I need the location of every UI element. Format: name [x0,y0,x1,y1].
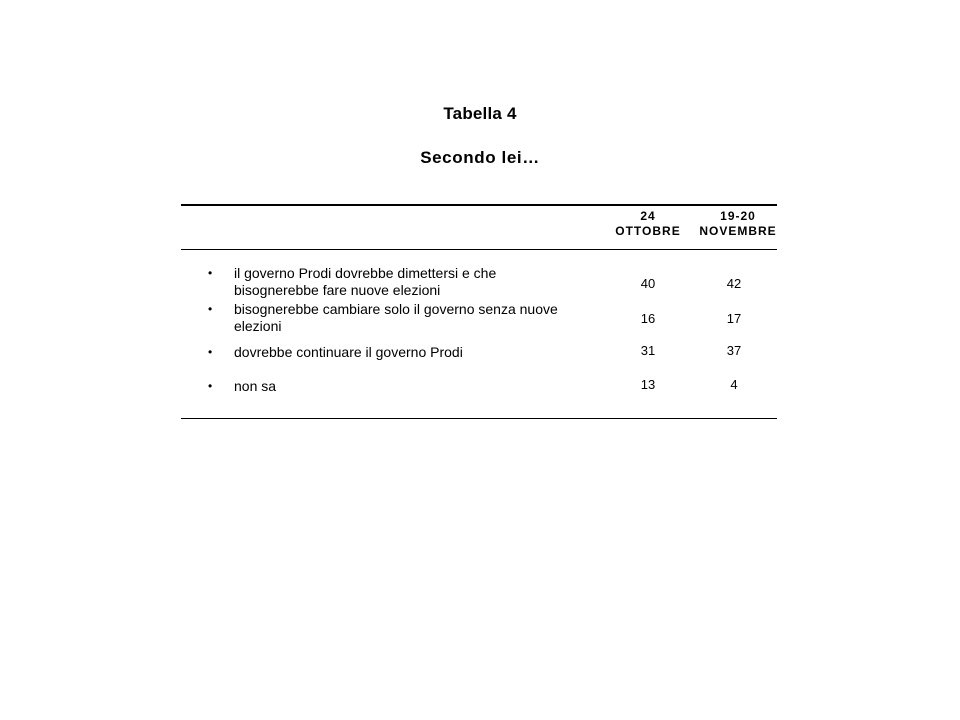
value-novembre: 17 [726,311,742,326]
value-novembre: 42 [726,276,742,291]
row-label-line: il governo Prodi dovrebbe dimettersi e che [234,265,497,281]
table-bottom-rule [181,418,777,419]
row-label-line: dovrebbe continuare il governo Prodi [234,344,463,360]
table-title: Tabella 4 [443,104,517,123]
bullet-icon: • [208,345,213,359]
table-subtitle: Secondo lei… [420,148,540,167]
row-label [234,378,594,395]
table-top-rule [181,204,777,206]
bullet-icon: • [208,379,213,393]
column-header-ottobre [598,209,698,239]
column-header-date: 24 [640,209,656,223]
row-label-line: elezioni [234,318,282,334]
value-novembre: 4 [730,377,738,392]
row-label-line: non sa [234,378,277,394]
bullet-icon: • [208,266,213,280]
value-ottobre: 13 [640,377,656,392]
bullet-icon: • [208,302,213,316]
column-header-novembre [688,209,788,239]
row-label-line: bisognerebbe cambiare solo il governo senza nuove [234,301,558,317]
header-rule [181,249,777,250]
value-ottobre: 31 [640,343,656,358]
column-header-date: 19-20 [720,209,756,223]
row-label [234,301,594,335]
row-label [234,344,594,361]
row-label [234,265,594,299]
value-novembre: 37 [726,343,742,358]
row-label-line: bisognerebbe fare nuove elezioni [234,282,441,298]
value-ottobre: 40 [640,276,656,291]
column-header-month: NOVEMBRE [699,224,777,238]
value-ottobre: 16 [640,311,656,326]
column-header-month: OTTOBRE [615,224,681,238]
